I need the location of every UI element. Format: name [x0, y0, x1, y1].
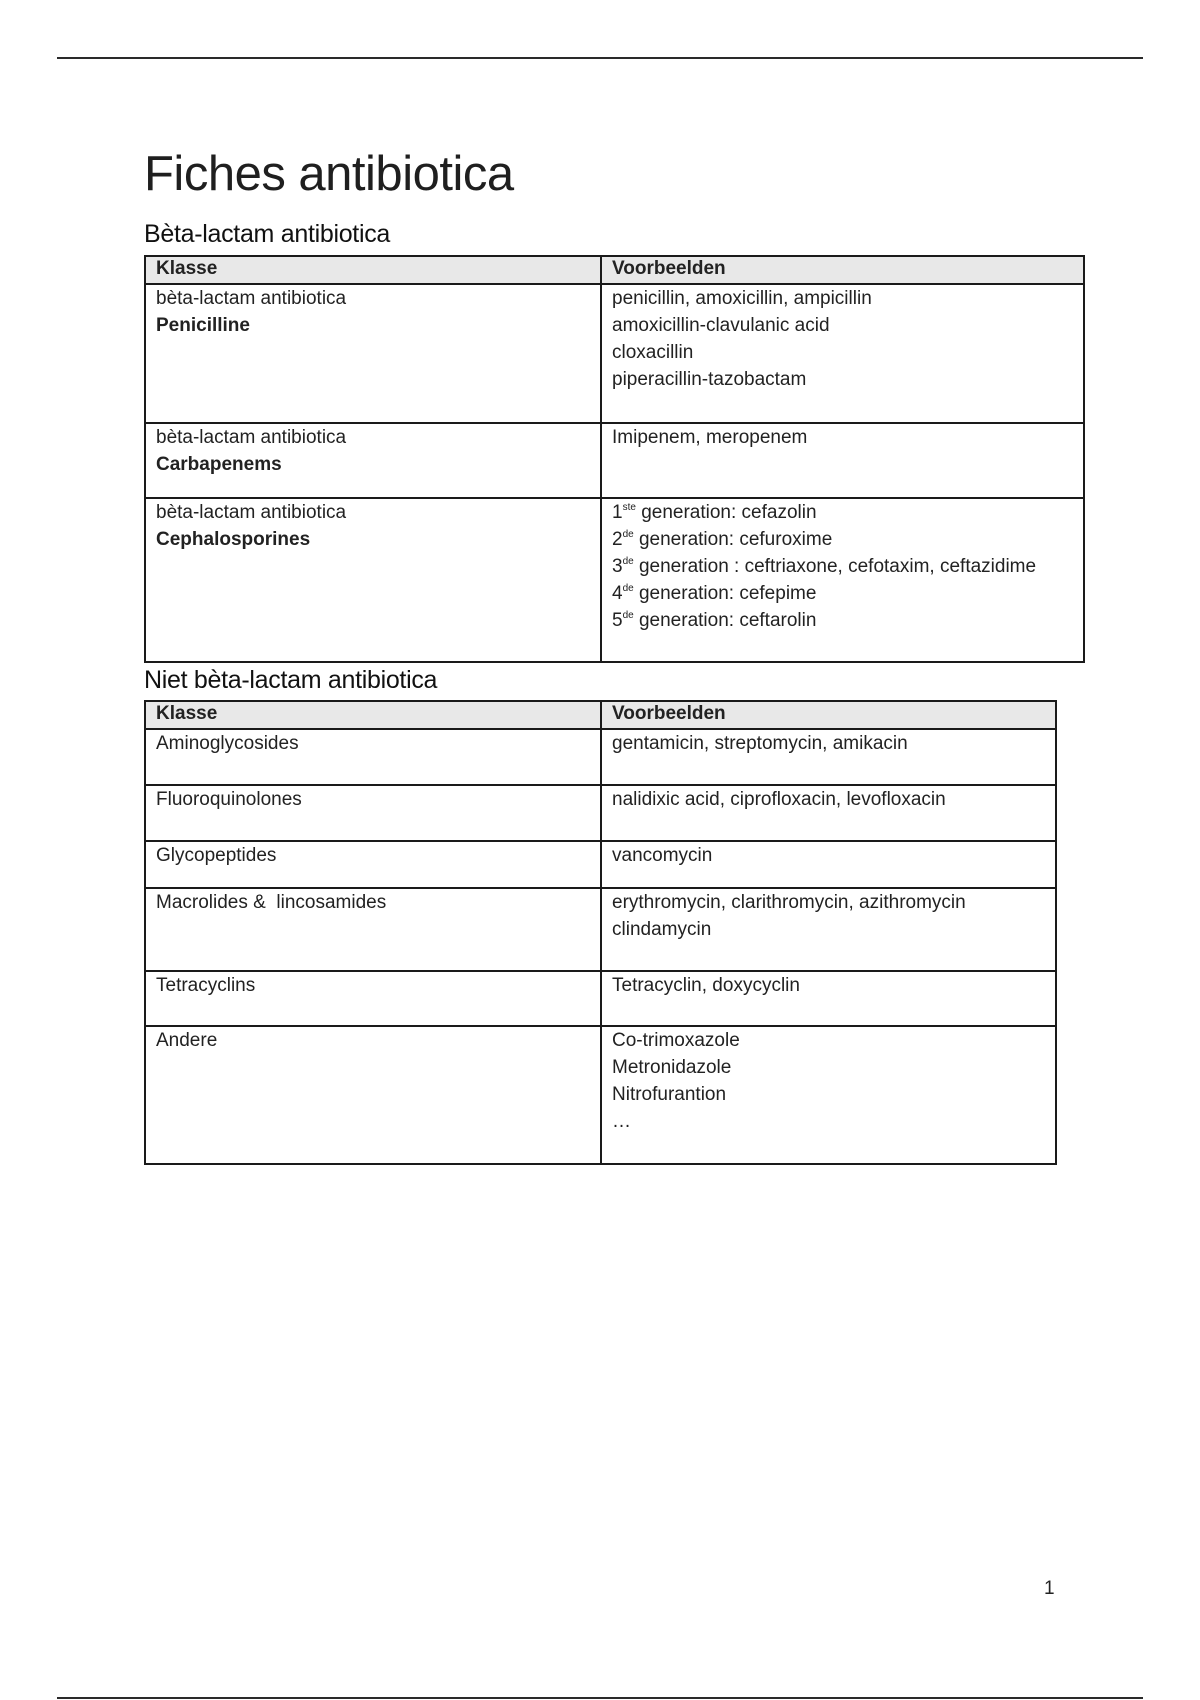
- table-row: [145, 729, 1056, 785]
- class-name: Penicilline: [156, 315, 250, 336]
- column-header-klasse: Klasse: [145, 701, 601, 729]
- table-row: [145, 971, 1056, 1026]
- class-cell: Macrolides & lincosamides: [145, 888, 601, 971]
- example-line: Metronidazole: [612, 1057, 732, 1078]
- document-title: Fiches antibiotica: [144, 147, 514, 201]
- header-rule: [57, 57, 1143, 59]
- example-line: nalidixic acid, ciprofloxacin, levofloxacin: [612, 789, 946, 810]
- example-line: cloxacillin: [612, 342, 694, 363]
- examples-cell: [601, 284, 1084, 423]
- table-header-row: [145, 256, 1084, 284]
- example-line: erythromycin, clarithromycin, azithromycin: [612, 892, 966, 913]
- table-row: [145, 888, 1056, 971]
- table-row: [145, 1026, 1056, 1164]
- class-label: bèta-lactam antibiotica: [156, 502, 347, 523]
- examples-cell: [601, 423, 1084, 498]
- niet-beta-lactam-table: [144, 700, 1057, 1165]
- class-cell: [145, 284, 601, 423]
- column-header-klasse: Klasse: [145, 256, 601, 284]
- example-line: penicillin, amoxicillin, ampicillin: [612, 288, 872, 309]
- examples-cell: [601, 888, 1056, 971]
- examples-cell: [601, 498, 1084, 662]
- column-header-voorbeelden: Voorbeelden: [601, 701, 1056, 729]
- examples-cell: [601, 785, 1056, 841]
- example-line: clindamycin: [612, 919, 712, 940]
- class-label: bèta-lactam antibiotica: [156, 427, 347, 448]
- page-number: 1: [1044, 1578, 1055, 1599]
- table-row: [145, 284, 1084, 423]
- class-cell: Tetracyclins: [145, 971, 601, 1026]
- table-row: [145, 423, 1084, 498]
- examples-cell: [601, 729, 1056, 785]
- example-line: gentamicin, streptomycin, amikacin: [612, 733, 908, 754]
- section-heading-beta-lactam: Bèta-lactam antibiotica: [144, 220, 391, 248]
- class-name: Cephalosporines: [156, 529, 311, 550]
- table-row: [145, 841, 1056, 888]
- class-cell: Aminoglycosides: [145, 729, 601, 785]
- example-line: amoxicillin-clavulanic acid: [612, 315, 830, 336]
- footer-rule: [57, 1697, 1143, 1699]
- example-line: piperacillin-tazobactam: [612, 369, 807, 390]
- beta-lactam-table: [144, 255, 1085, 663]
- example-line: Nitrofurantion: [612, 1084, 727, 1105]
- column-header-voorbeelden: Voorbeelden: [601, 256, 1084, 284]
- generation-line: 3de generation : ceftriaxone, cefotaxim, ceftazidime: [612, 556, 1037, 577]
- generation-line: 2de generation: cefuroxime: [612, 529, 833, 550]
- class-cell: Glycopeptides: [145, 841, 601, 888]
- table-header-row: [145, 701, 1056, 729]
- class-cell: Fluoroquinolones: [145, 785, 601, 841]
- examples-cell: [601, 971, 1056, 1026]
- class-label: bèta-lactam antibiotica: [156, 288, 347, 309]
- table-row: [145, 785, 1056, 841]
- section-heading-niet-beta-lactam: Niet bèta-lactam antibiotica: [144, 666, 438, 694]
- example-line: Co-trimoxazole: [612, 1030, 740, 1051]
- class-cell: Andere: [145, 1026, 601, 1164]
- examples-cell: [601, 841, 1056, 888]
- generation-line: 5de generation: ceftarolin: [612, 610, 817, 631]
- class-cell: [145, 498, 601, 662]
- example-line: …: [612, 1111, 631, 1132]
- example-line: vancomycin: [612, 845, 713, 866]
- examples-cell: [601, 1026, 1056, 1164]
- table-row: [145, 498, 1084, 662]
- generation-line: 4de generation: cefepime: [612, 583, 817, 604]
- example-line: Tetracyclin, doxycyclin: [612, 975, 800, 996]
- class-cell: [145, 423, 601, 498]
- example-line: Imipenem, meropenem: [612, 427, 808, 448]
- generation-line: 1ste generation: cefazolin: [612, 502, 817, 523]
- class-name: Carbapenems: [156, 454, 282, 475]
